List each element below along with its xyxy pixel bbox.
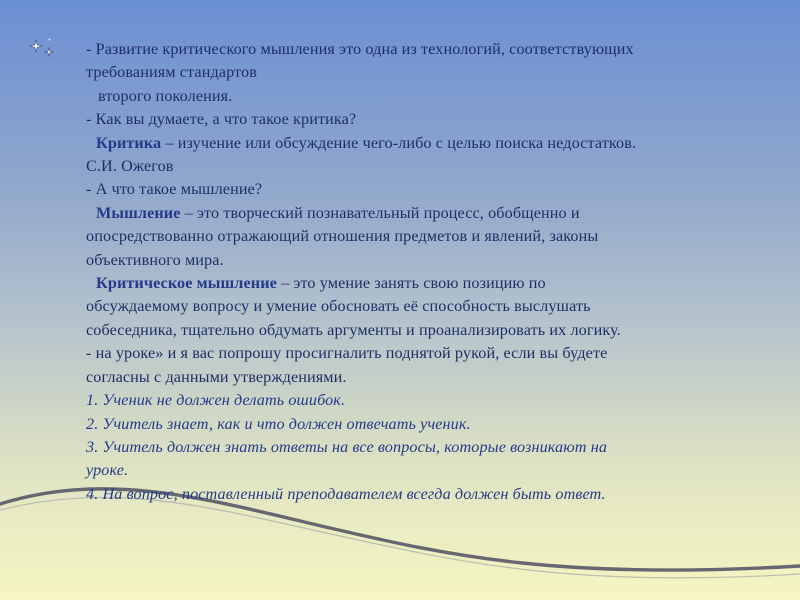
statement-item: 2. Учитель знает, как и что должен отвечать ученик.	[86, 414, 471, 433]
definition-text: – это умение занять свою позицию по	[276, 274, 546, 293]
text-line: - А что такое мышление?	[86, 180, 263, 199]
definition-thinking	[86, 202, 776, 225]
definition-text: – это творческий познавательный процесс, обобщенно и	[180, 203, 580, 222]
text-line: обсуждаемому вопросу и умение обосновать её способность выслушать	[86, 297, 591, 316]
text-line: объективного мира.	[86, 250, 224, 269]
definition-text: – изучение или обсуждение чего-либо с целью поиска недостатков.	[161, 133, 637, 152]
text-line: собеседника, тщательно обдумать аргументы и проанализировать их логику.	[86, 320, 621, 339]
text-line: - Развитие критического мышления это одна из технологий, соответствующих	[86, 40, 634, 58]
definition-critical-thinking	[86, 272, 776, 295]
term-critique: Критика	[96, 133, 162, 152]
statement-item: 4. На вопрос, поставленный преподавателем всегда должен быть ответ.	[86, 484, 606, 503]
statement-item: уроке.	[86, 461, 129, 480]
slide-text	[86, 38, 776, 506]
sparkle-icon	[28, 36, 62, 62]
text-line: требованиям стандартов	[86, 63, 257, 82]
text-line: согласны с данными утверждениями.	[86, 367, 347, 386]
term-critical-thinking: Критическое мышление	[96, 274, 277, 293]
term-thinking: Мышление	[96, 203, 181, 222]
text-line: опосредствованно отражающий отношения предметов и явлений, законы	[86, 227, 599, 246]
source-attribution: С.И. Ожегов	[86, 157, 174, 176]
text-line: - на уроке» и я вас попрошу просигналить поднятой рукой, если вы будете	[86, 344, 608, 363]
statement-item: 1. Ученик не должен делать ошибок.	[86, 391, 346, 410]
text-line: второго поколения.	[98, 86, 233, 105]
statement-item: 3. Учитель должен знать ответы на все вопросы, которые возникают на	[86, 437, 608, 456]
text-line: - Как вы думаете, а что такое критика?	[86, 110, 357, 129]
definition-critique	[86, 132, 776, 155]
